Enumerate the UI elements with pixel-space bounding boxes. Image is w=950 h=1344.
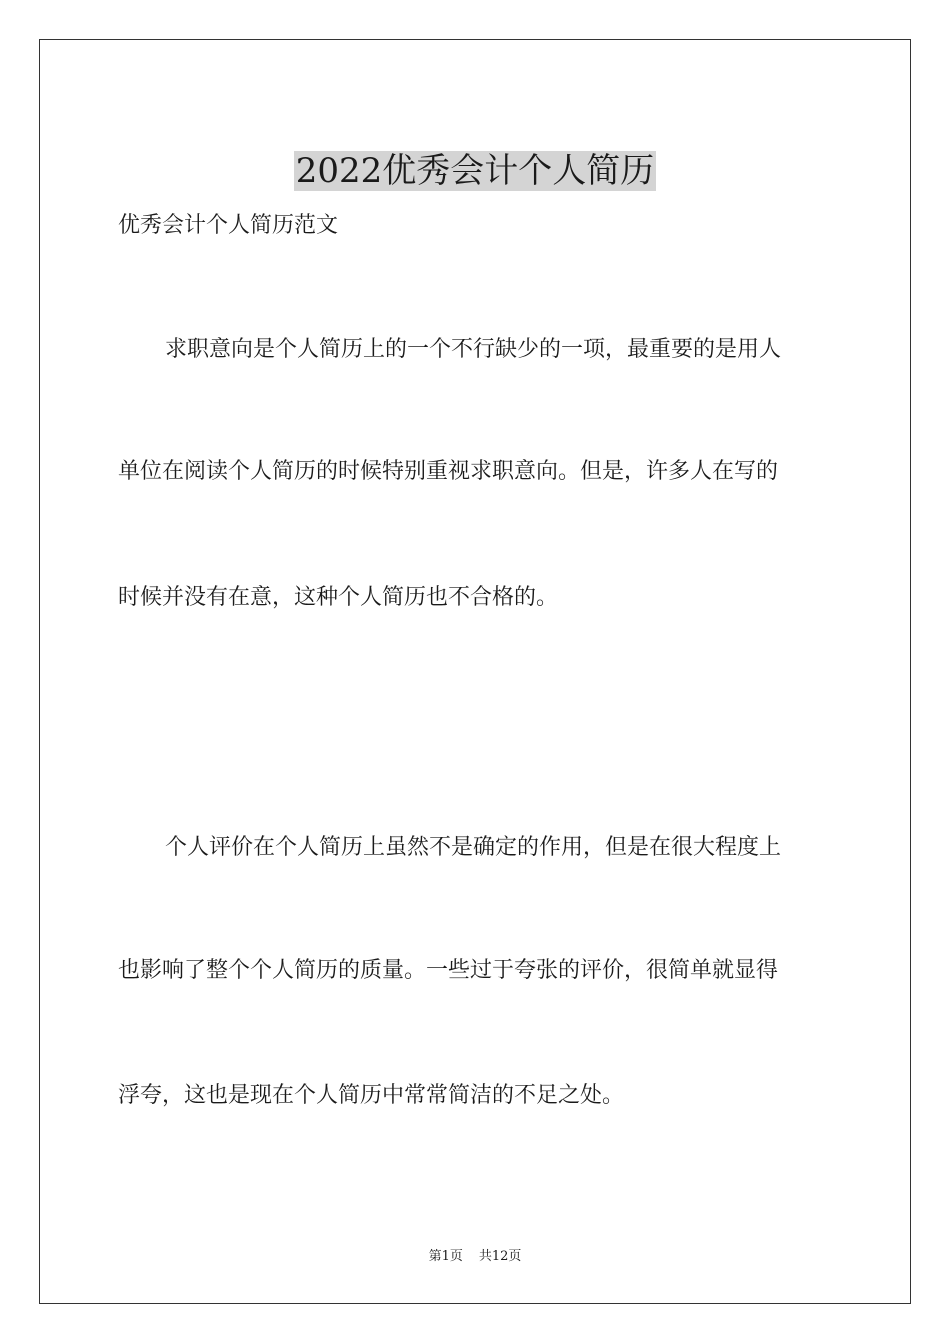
page-footer xyxy=(0,1248,950,1266)
total-pages: 共12页 xyxy=(478,1249,522,1264)
paragraph-line: 单位在阅读个人简历的时候特别重视求职意向。但是，许多人在写的 xyxy=(118,459,779,484)
document-title: 2022优秀会计个人简历 xyxy=(295,150,655,191)
paragraph-line: 也影响了整个个人简历的质量。一些过于夸张的评价，很简单就显得 xyxy=(118,958,779,983)
paragraph-line: 时候并没有在意，这种个人简历也不合格的。 xyxy=(118,585,559,610)
document-subtitle: 优秀会计个人简历范文 xyxy=(118,213,339,238)
paragraph-line: 个人评价在个人简历上虽然不是确定的作用，但是在很大程度上 xyxy=(165,835,782,860)
paragraph-line: 求职意向是个人简历上的一个不行缺少的一项，最重要的是用人 xyxy=(165,337,782,362)
paragraph-line: 浮夸，这也是现在个人简历中常常简洁的不足之处。 xyxy=(118,1083,625,1108)
page-number: 第1页 xyxy=(428,1249,463,1264)
